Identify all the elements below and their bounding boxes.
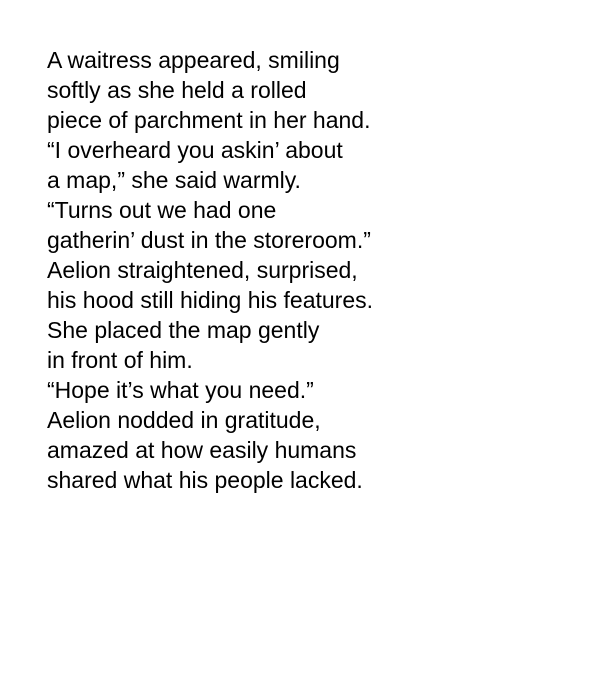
story-line: shared what his people lacked. — [47, 467, 363, 493]
story-line: softly as she held a rolled — [47, 77, 307, 103]
story-line: “Hope it’s what you need.” — [47, 377, 314, 403]
story-line: his hood still hiding his features. — [47, 287, 374, 313]
story-line: a map,” she said warmly. — [47, 167, 301, 193]
story-line: amazed at how easily humans — [47, 437, 357, 463]
story-line: “Turns out we had one — [47, 197, 277, 223]
story-line: Aelion straightened, surprised, — [47, 257, 358, 283]
story-line: “I overheard you askin’ about — [47, 137, 343, 163]
story-line: piece of parchment in her hand. — [47, 107, 371, 133]
story-line: Aelion nodded in gratitude, — [47, 407, 321, 433]
story-line: She placed the map gently — [47, 317, 320, 343]
story-line: in front of him. — [47, 347, 193, 373]
story-line: gatherin’ dust in the storeroom.” — [47, 227, 371, 253]
story-line: A waitress appeared, smiling — [47, 47, 340, 73]
